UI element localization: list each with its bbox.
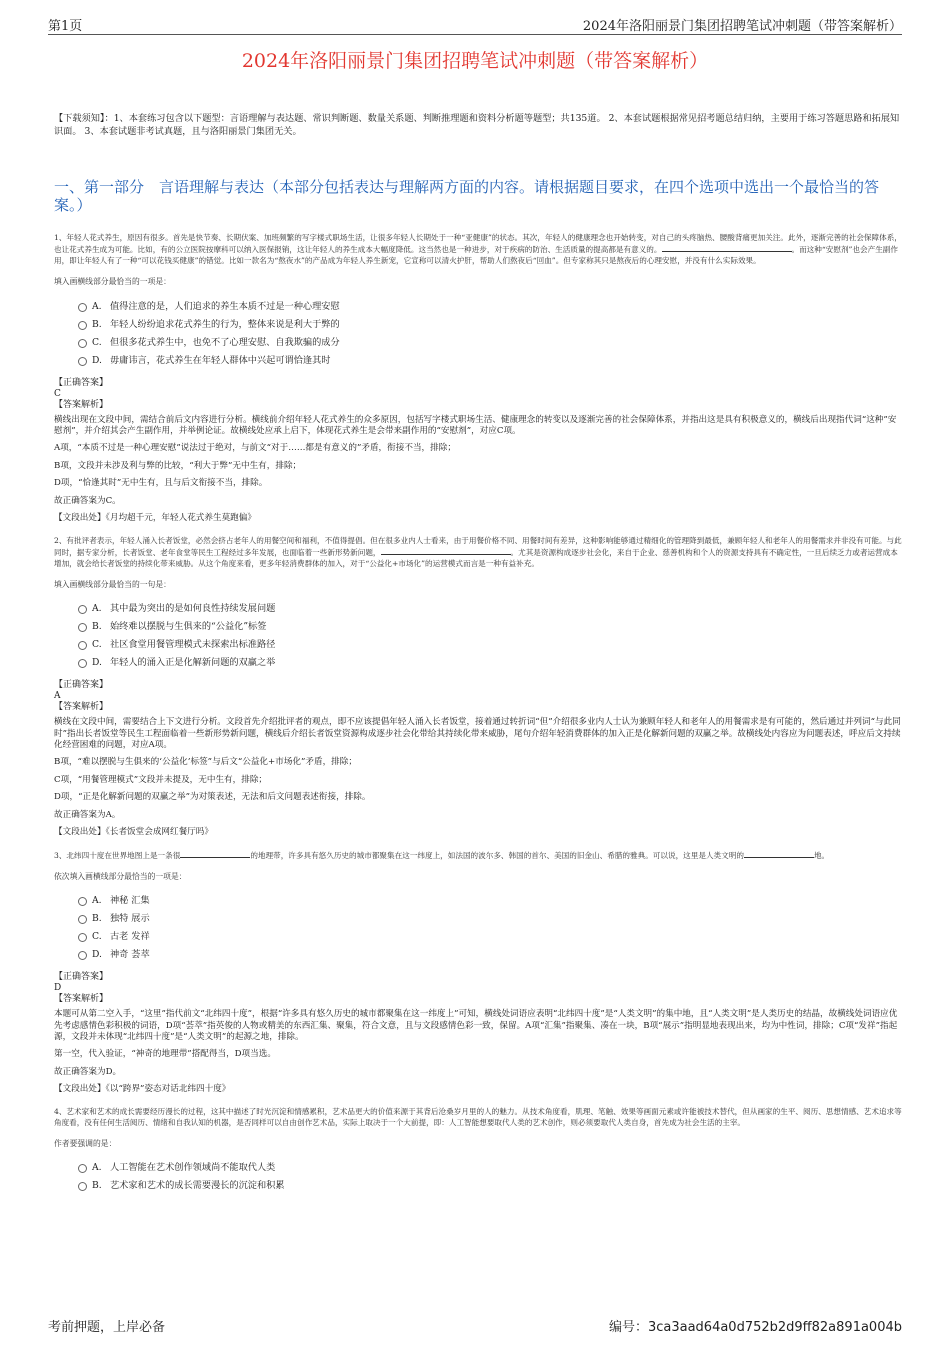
fill-blank [180,849,250,858]
question-stem: 3、北纬四十度在世界地图上是一条很 的地理带，许多具有悠久历史的城市都聚集在这一纬度上，如法国的波尔多、韩国的首尔、美国的旧金山、希腊的雅典。可以说，这里是人类文明的 地。 [54,850,830,860]
radio-icon[interactable] [78,605,87,614]
analysis-paragraph: 本题可从第二空入手，“这里”指代前文“北纬四十度”，根据“许多具有悠久历史的城市都聚集在这一纬度上”可知，横线处词语应表明“北纬四十度”是“人类文明”的集中地，且“人类文明”是人类历史的结晶，故横线处词语应优先考虑感情色彩积极的词语，D项“荟萃”指英俊的人物或精美的东西汇集、聚集，符合文意，且与文段感情色彩一致，保留。A项“汇集”指聚集、凑在一块，B项“展示”指明显地表现出来，均为中性词，排除；C项“发祥”指起源，文段并未体现“北纬四十度”是“人类文明”的起源之地，排除。 [54,1009,898,1043]
answer-label: 【正确答案】 [54,377,109,388]
analysis-paragraph: B项，文段并未涉及利与弊的比较，“利大于弊”无中生有，排除； [54,460,302,471]
question-stem: 4、艺术家和艺术的成长需要经历漫长的过程，这其中描述了时光沉淀和情感累积，艺术品更大的价值来源于其背后沧桑岁月里的人的魅力。从技术角度看，肌理、笔触、效果等画面元素或许能被技术替代，但从画家的生平、阅历、思想情感、艺术追求等角度看，没有任何生活阅历、情绪和自我认知的机器，是否同样可以自由创作艺术品，实际上取决于一个大前提，即：人工智能想要取代人类的艺术创作，则必须要取代人类自身，首先成为社会生活的主宰。 [54,1106,902,1127]
radio-icon[interactable] [78,933,87,942]
radio-icon[interactable] [78,659,87,668]
option-a[interactable]: A. 其中最为突出的是如何良性持续发展问题 [78,600,902,618]
radio-icon[interactable] [78,641,87,650]
answer-value: A [54,691,61,702]
option-b[interactable]: B. 始终难以摆脱与生俱来的“公益化”标签 [78,618,902,636]
option-d[interactable]: D. 神奇 荟萃 [78,946,902,964]
options [78,600,902,672]
analysis-label: 【答案解析】 [54,399,109,410]
analysis-paragraph: D项，“正是化解新问题的双赢之举”为对策表述，无法和后文问题表述衔接，排除。 [54,792,371,803]
analysis-paragraph: 故正确答案为C。 [54,495,121,506]
footer-slogan: 考前押题，上岸必备 [48,1320,166,1335]
download-notice: 【下载须知】：1、本套练习包含以下题型：言语理解与表达题、常识判断题、数量关系题、判断推理题和资料分析题等题型；共135道。 2、本套试题根据常见招考题总结归纳，主要用于练习答题思路和拓展知识面。 3、本套试题非考试真题，且与洛阳丽景门集团无关。 [54,113,900,137]
option-a[interactable]: A. 神秘 汇集 [78,892,902,910]
question-stem: 1、年轻人花式养生，原因有很多。首先是快节奏、长期伏案、加班频繁的写字楼式职场生活，让很多年轻人长期处于一种“亚健康”的状态。其次，年轻人的健康理念也开始转变，对自己的头疼脑热、腰酸背痛更加关注。此外，逐渐完善的社会保障体系，也让花式养生成为可能。比如，有的公立医院按摩科可以纳入医保报销，这让年轻人的养生成本大幅度降低。这当然也是一种进步，对于疾病的防治、生活质量的提高都是有意义的。 。而这种“安慰剂”也会产生副作用，即让年轻人有了一种“可以花钱买健康”的错觉。比如一款名为“熬夜水”的产品成为年轻人养生新宠，它宣称可以清火护肝，帮助人们熬夜后“回血”。但专家称其只是熬夜后的心理安慰，并没有什么实际效果。 [54,233,902,265]
option-a[interactable]: A. 值得注意的是，人们追求的养生本质不过是一种心理安慰 [78,298,902,316]
radio-icon[interactable] [78,951,87,960]
option-b[interactable]: B. 独特 展示 [78,910,902,928]
option-c[interactable]: C. 社区食堂用餐管理模式未探索出标准路径 [78,636,902,654]
section-heading: 一、第一部分 言语理解与表达（本部分包括表达与理解两方面的内容。请根据题目要求，在四个选项中选出一个最恰当的答案。） [54,178,880,214]
radio-icon[interactable] [78,321,87,330]
analysis-paragraph: 故正确答案为A。 [54,809,121,820]
question-2 [54,535,902,839]
analysis-paragraph: 故正确答案为D。 [54,1066,122,1077]
question-prompt: 依次填入画横线部分最恰当的一项是： [54,871,187,881]
analysis-paragraph: D项，“恰逢其时”无中生有，且与后文衔接不当，排除。 [54,478,268,489]
answer-label: 【正确答案】 [54,972,109,983]
source-line: 【文段出处】《以“跨界”姿态对话北纬四十度》 [54,1084,231,1095]
question-prompt: 作者要强调的是： [54,1138,117,1148]
answer-value: D [54,983,62,994]
option-b[interactable]: B. 年轻人纷纷追求花式养生的行为，整体来说是利大于弊的 [78,316,902,334]
radio-icon[interactable] [78,339,87,348]
option-d[interactable]: D. 毋庸讳言，花式养生在年轻人群体中兴起可谓恰逢其时 [78,352,902,370]
fill-blank [662,243,792,252]
option-c[interactable]: C. 古老 发祥 [78,928,902,946]
analysis-paragraph: C项，“用餐管理模式”文段并未提及，无中生有，排除； [54,774,268,785]
radio-icon[interactable] [78,915,87,924]
radio-icon[interactable] [78,623,87,632]
fill-blank [381,546,511,555]
options [78,1159,902,1195]
question-list [54,232,902,1203]
radio-icon[interactable] [78,897,87,906]
option-b[interactable]: B. 艺术家和艺术的成长需要漫长的沉淀和积累 [78,1177,902,1195]
option-a[interactable]: A. 人工智能在艺术创作领域尚不能取代人类 [78,1159,902,1177]
question-3 [54,849,902,1096]
question-4 [54,1106,902,1196]
question-prompt: 填入画横线部分最恰当的一句是： [54,579,171,589]
document-code: 编号：3ca3aad64a0d752b2d9ff82a891a004b [608,1320,902,1335]
radio-icon[interactable] [78,1182,87,1191]
analysis-paragraph: B项，“难以摆脱与生俱来的‘公益化’标签”与后文“公益化+市场化”矛盾，排除； [54,757,357,768]
answer-label: 【正确答案】 [54,680,109,691]
analysis-paragraph: 横线在文段中间，需要结合上下文进行分析。文段首先介绍批评者的观点，即不应该提倡年轻人涌入长者饭堂，接着通过转折词“但”介绍很多业内人士认为兼顾年轻人和老年人的用餐需求是有可能的，然后通过并列词“与此同时”指出长者饭堂等民生工程面临着一些新形势新问题，横线后介绍长者饭堂资源构成逐步社会化带给其持续化带来威胁，尾句介绍年轻消费群体的加入正是化解新问题的双赢之举。故横线处内容应为问题表述，呼应后文持续化经营困难的问题，对应A项。 [54,717,901,751]
radio-icon[interactable] [78,303,87,312]
question-prompt: 填入画横线部分最恰当的一项是： [54,277,171,286]
page-header [48,12,902,35]
header-doc-title: 2024年洛阳丽景门集团招聘笔试冲刺题（带答案解析） [582,19,902,34]
options [78,298,902,370]
fill-blank [744,849,814,858]
option-c[interactable]: C. 但很多花式养生中，也免不了心理安慰、自我欺骗的成分 [78,334,902,352]
analysis-paragraph: 横线出现在文段中间，需结合前后文内容进行分析。横线前介绍年轻人花式养生的众多原因，包括写字楼式职场生活、健康理念的转变以及逐渐完善的社会保障体系，并指出这是具有积极意义的，横线后出现指代词“这种”安慰剂”，并介绍其会产生副作用，并举例论证。故横线处应承上启下，体现花式养生是会带来副作用的“安慰剂”，对应C项。 [54,414,897,436]
analysis-paragraph: 第一空，代入验证，“神奇的地理带”搭配得当，D项当选。 [54,1049,276,1060]
page-title: 2024年洛阳丽景门集团招聘笔试冲刺题（带答案解析） [241,50,709,72]
question-1 [54,232,902,525]
radio-icon[interactable] [78,357,87,366]
source-line: 【文段出处】《长者饭堂会成网红餐厅吗》 [54,827,213,838]
options [78,892,902,964]
source-line: 【文段出处】《月均超千元，年轻人花式养生莫跑偏》 [54,513,256,524]
answer-value: C [54,388,61,399]
option-d[interactable]: D. 年轻人的涌入正是化解新问题的双赢之举 [78,654,902,672]
analysis-label: 【答案解析】 [54,994,109,1005]
question-stem: 2、有批评者表示，年轻人涌入长者饭堂，必然会挤占老年人的用餐空间和福利，不值得提倡。但在很多业内人士看来，由于用餐价格不同、用餐时间有差异，这种影响能够通过精细化的管理降到最低，兼顾年轻人和老年人的用餐需求并非没有可能。与此同时，据专家分析，长者饭堂、老年食堂等民生工程经过多年发展，也面临着一些新形势新问题， 。尤其是资源构成逐步社会化，来自于企业、慈善机构和个人的资源支持具有不确定性，一旦后续乏力或者运营成本增加，就会给长者饭堂的持续化带来威胁。从这个角度来看，更多年轻消费群体的加入，对于“公益化+市场化”的运营模式而言是一种有益补充。 [54,535,902,568]
radio-icon[interactable] [78,1164,87,1173]
analysis-label: 【答案解析】 [54,702,109,713]
page-number: 第1页 [48,19,83,34]
analysis-paragraph: A项，“本质不过是一种心理安慰”说法过于绝对，与前文“对于……都是有意义的”矛盾，衔接不当，排除； [54,443,456,454]
